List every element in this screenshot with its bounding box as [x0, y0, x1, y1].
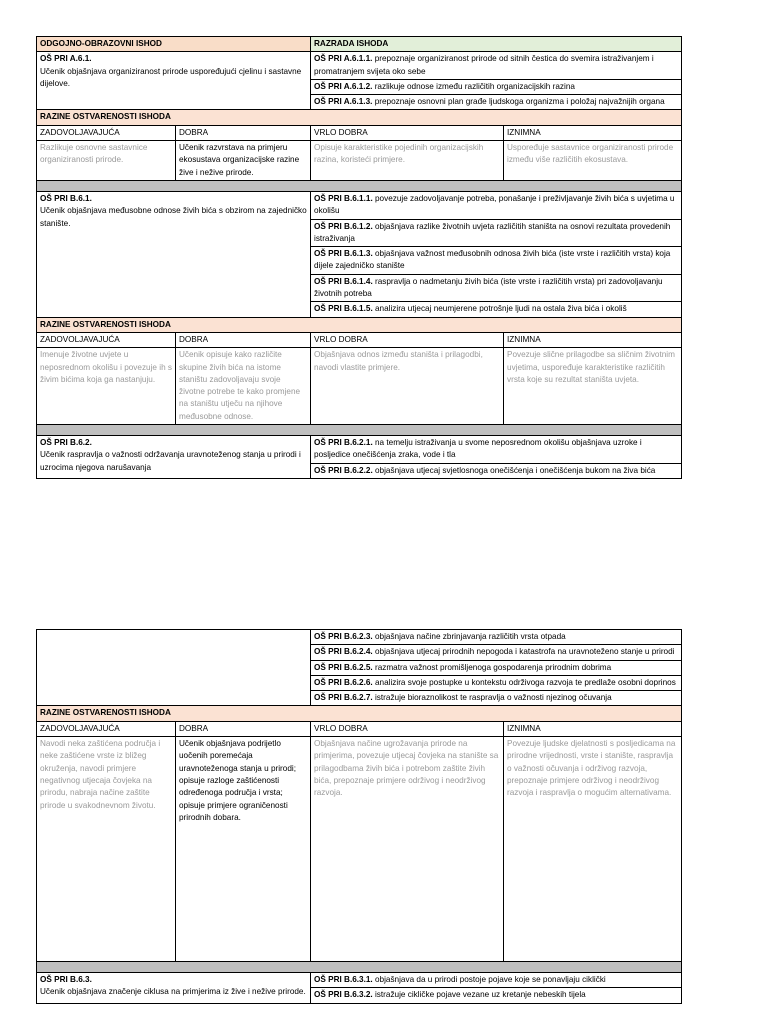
- outcome-code: OŠ PRI B.6.1.: [40, 193, 92, 203]
- outcome-code: OŠ PRI B.6.2.: [40, 438, 92, 448]
- level-label-zadovoljavajuca: ZADOVOLJAVAJUĆA: [37, 332, 176, 347]
- sub-text: raspravlja o nadmetanju živih bića (iste vrste i različitih vrsta) pri zadovoljavanju životnih potreba: [314, 276, 663, 299]
- level-label-zadovoljavajuca: ZADOVOLJAVAJUĆA: [37, 125, 176, 140]
- level-text-iznimna: Povezuje ljudske djelatnosti s posljedicama na prirodne vrijednosti, vrste i stanište, raspravlja o važnosti očuvanja i održivog razvoja, prepoznaje primjere održivog i neodrživog razvoja i raspravlja o mogućim alternativama.: [504, 737, 682, 962]
- level-label-dobra: DOBRA: [176, 332, 311, 347]
- sub-code: OŠ PRI B.6.1.5.: [314, 304, 373, 314]
- sub-outcome: [311, 463, 682, 478]
- sub-outcome: [311, 436, 682, 464]
- sub-outcome: [311, 645, 682, 660]
- curriculum-table-page-2: [36, 629, 682, 1004]
- level-label-iznimna: IZNIMNA: [504, 125, 682, 140]
- level-text-dobra: Učenik objašnjava podrijetlo uočenih poremećaja uravnoteženoga stanja u prirodi; opisuje razloge zaštićenosti određenoga područja i vrsta; opisuje primjere ograničenosti prirodnih dobara.: [176, 737, 311, 962]
- sub-text: analizira utjecaj neumjerene potrošnje ljudi na ostala živa bića i okoliš: [372, 304, 627, 314]
- sub-code: OŠ PRI B.6.1.4.: [314, 276, 373, 286]
- levels-heading: RAZINE OSTVARENOSTI ISHODA: [37, 706, 682, 721]
- level-label-iznimna: IZNIMNA: [504, 721, 682, 736]
- level-text-dobra: Učenik opisuje kako različite skupine živih bića na istome staništu zadovoljavaju svoje životne potrebe te kako promjene na staništu utječu na njihove međusobne odnose.: [176, 348, 311, 425]
- separator-bar: [37, 180, 682, 191]
- sub-outcome: [311, 973, 682, 988]
- sub-code: OŠ PRI A.6.1.3.: [314, 97, 373, 107]
- outcome-code: OŠ PRI A.6.1.: [40, 54, 92, 64]
- sub-code: OŠ PRI A.6.1.1.: [314, 54, 373, 64]
- separator-bar: [37, 425, 682, 436]
- level-text-iznimna: Uspoređuje sastavnice organiziranosti prirode između više različitih ekosustava.: [504, 141, 682, 181]
- sub-text: razlikuje odnose između različitih organizacijskih razina: [372, 81, 575, 91]
- header-outcome: ODGOJNO-OBRAZOVNI ISHOD: [37, 37, 311, 52]
- level-text-vrlo-dobra: Objašnjava načine ugrožavanja prirode na primjerima, povezuje utjecaj čovjeka na stanište sa prilagodbama živih bića i potrebom zaštite živih bića, prepoznaje primjere održivog i neodrživog razvoja.: [311, 737, 504, 962]
- level-label-iznimna: IZNIMNA: [504, 332, 682, 347]
- sub-code: OŠ PRI B.6.2.2.: [314, 465, 373, 475]
- level-text-dobra: Učenik razvrstava na primjeru ekosustava organizacijske razine žive i nežive prirode.: [176, 141, 311, 181]
- level-label-dobra: DOBRA: [176, 721, 311, 736]
- sub-text: objašnjava utjecaj svjetlosnoga onečišćenja i onečišćenja bukom na živa bića: [372, 465, 656, 475]
- level-text-vrlo-dobra: Objašnjava odnos između staništa i prilagodbi, navodi vlastite primjere.: [311, 348, 504, 425]
- sub-text: istražuje bioraznolikost te raspravlja o važnosti njezinog očuvanja: [372, 693, 612, 703]
- outcome-b63: [37, 973, 311, 1004]
- sub-code: OŠ PRI B.6.2.3.: [314, 632, 373, 641]
- sub-code: OŠ PRI B.6.3.1.: [314, 975, 373, 985]
- sub-code: OŠ PRI A.6.1.2.: [314, 81, 373, 91]
- level-text-iznimna: Povezuje slične prilagodbe sa sličnim životnim uvjetima, uspoređuje karakteristike različitih vrsta koje su rezultat staništa uvjeta.: [504, 348, 682, 425]
- sub-outcome: [311, 630, 682, 645]
- sub-outcome: [311, 988, 682, 1003]
- sub-outcome: [311, 274, 682, 302]
- outcome-text: Učenik objašnjava organiziranost prirode uspoređujući cjelinu i sastavne dijelove.: [40, 66, 302, 88]
- sub-text: razmatra važnost promišljenoga gospodarenja prirodnim dobrima: [372, 662, 612, 672]
- separator-bar: [37, 962, 682, 973]
- outcome-a61: [37, 52, 311, 110]
- sub-outcome: [311, 691, 682, 706]
- levels-heading: RAZINE OSTVARENOSTI ISHODA: [37, 317, 682, 332]
- sub-outcome: [311, 302, 682, 317]
- level-text-zadovoljavajuca: Imenuje životne uvjete u neposrednom okolišu i povezuje ih s živim bićima koja ga nastanjuju.: [37, 348, 176, 425]
- sub-text: na temelju istraživanja u svome neposrednom okolišu objašnjava uzroke i posljedice onečišćenja zraka, vode i tla: [314, 438, 642, 460]
- sub-outcome: [311, 79, 682, 94]
- sub-text: prepoznaje organiziranost prirode od sitnih čestica do svemira istraživanjem i promatranjem svijeta oko sebe: [314, 54, 654, 76]
- curriculum-table-page-1: [36, 36, 682, 479]
- sub-outcome: [311, 247, 682, 275]
- sub-outcome: [311, 52, 682, 80]
- sub-text: objašnjava razlike životnih uvjeta različitih staništa na osnovi rezultata provedenih istraživanja: [314, 221, 671, 243]
- outcome-b61: [37, 191, 311, 317]
- sub-code: OŠ PRI B.6.2.1.: [314, 438, 373, 448]
- level-label-zadovoljavajuca: ZADOVOLJAVAJUĆA: [37, 721, 176, 736]
- sub-text: istražuje cikličke pojave vezane uz kretanje nebeskih tijela: [372, 990, 586, 1000]
- sub-code: OŠ PRI B.6.1.1.: [314, 193, 373, 203]
- outcome-code: OŠ PRI B.6.3.: [40, 975, 92, 985]
- outcome-b62: [37, 436, 311, 479]
- sub-outcome: [311, 219, 682, 247]
- outcome-b62-continued: [37, 630, 311, 706]
- sub-text: objašnjava da u prirodi postoje pojave koje se ponavljaju ciklički: [372, 975, 606, 985]
- sub-text: prepoznaje osnovni plan građe ljudskoga organizma i položaj najvažnijih organa: [372, 97, 665, 107]
- sub-text: objašnjava važnost međusobnih odnosa živih bića (iste vrste i različitih vrsta) koja dijele zajedničko stanište: [314, 249, 671, 271]
- header-elaboration: RAZRADA ISHODA: [311, 37, 682, 52]
- sub-text: analizira svoje postupke u kontekstu održivoga razvoja te predlaže osobni doprinos: [372, 677, 676, 687]
- outcome-text: Učenik objašnjava međusobne odnose živih bića s obzirom na zajedničko stanište.: [40, 206, 307, 228]
- sub-code: OŠ PRI B.6.1.2.: [314, 221, 373, 231]
- outcome-text: Učenik objašnjava značenje ciklusa na primjerima iz žive i nežive prirode.: [40, 987, 306, 997]
- level-text-zadovoljavajuca: Razlikuje osnovne sastavnice organiziranosti prirode.: [37, 141, 176, 181]
- level-text-zadovoljavajuca: Navodi neka zaštićena područja i neke zaštićene vrste iz bližeg okruženja, navodi primjere negativnog utjecaja čovjeka na prirodu, nabraja načine zaštite prirode u svakodnevnom životu.: [37, 737, 176, 962]
- level-label-vrlo-dobra: VRLO DOBRA: [311, 721, 504, 736]
- sub-outcome: [311, 95, 682, 110]
- sub-code: OŠ PRI B.6.2.6.: [314, 677, 373, 687]
- sub-outcome: [311, 660, 682, 675]
- sub-code: OŠ PRI B.6.2.7.: [314, 693, 373, 703]
- sub-code: OŠ PRI B.6.2.4.: [314, 647, 373, 657]
- level-label-vrlo-dobra: VRLO DOBRA: [311, 125, 504, 140]
- sub-outcome: [311, 191, 682, 219]
- sub-code: OŠ PRI B.6.3.2.: [314, 990, 373, 1000]
- level-label-dobra: DOBRA: [176, 125, 311, 140]
- outcome-text: Učenik raspravlja o važnosti održavanja uravnoteženog stanja u prirodi i uzrocima njegova narušavanja: [40, 450, 301, 472]
- sub-code: OŠ PRI B.6.1.3.: [314, 249, 373, 259]
- level-label-vrlo-dobra: VRLO DOBRA: [311, 332, 504, 347]
- sub-code: OŠ PRI B.6.2.5.: [314, 662, 373, 672]
- levels-heading: RAZINE OSTVARENOSTI ISHODA: [37, 110, 682, 125]
- level-text-vrlo-dobra: Opisuje karakteristike pojedinih organizacijskih razina, koristeći primjere.: [311, 141, 504, 181]
- sub-text: objašnjava utjecaj prirodnih nepogoda i katastrofa na uravnoteženo stanje u prirodi: [372, 647, 675, 657]
- sub-text: povezuje zadovoljavanje potreba, ponašanje i preživljavanje živih bića s uvjetima u okolišu: [314, 193, 675, 216]
- sub-text: objašnjava načine zbrinjavanja različitih vrsta otpada: [372, 632, 566, 641]
- sub-outcome: [311, 675, 682, 690]
